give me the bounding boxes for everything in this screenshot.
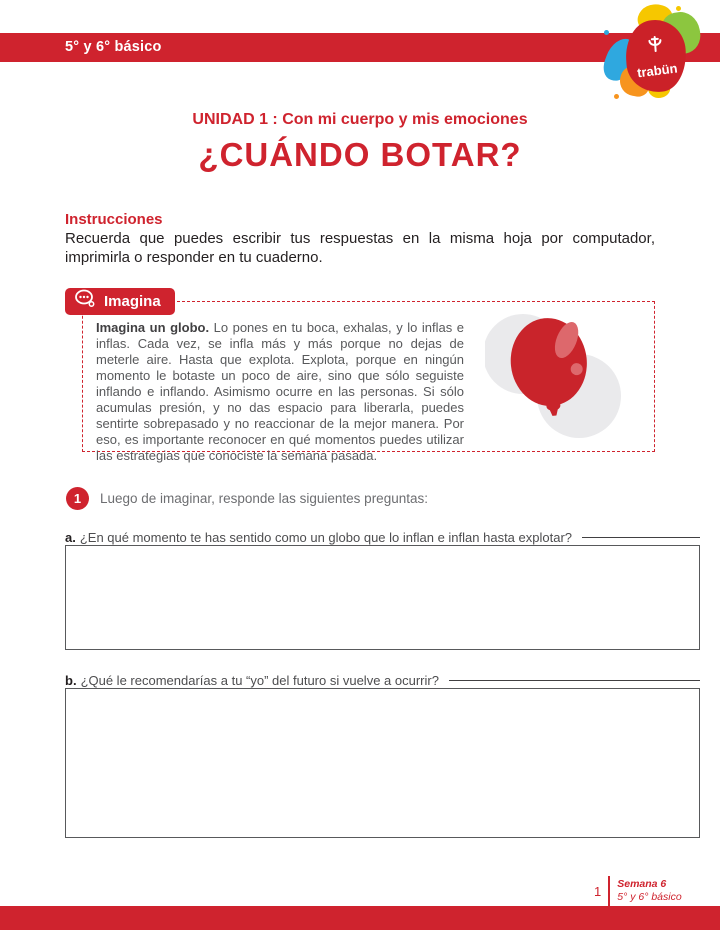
page-footer bbox=[594, 876, 682, 906]
page-number: 1 bbox=[594, 883, 602, 899]
question-b-connector-line bbox=[449, 680, 700, 681]
question-b-label: b. bbox=[65, 673, 77, 688]
balloon-illustration bbox=[485, 312, 647, 442]
main-title: ¿CUÁNDO BOTAR? bbox=[198, 136, 522, 173]
imagina-body: Lo pones en tu boca, exhalas, y lo inflas e inflas. Cada vez, se infla más y más porque no dejas de meterle aire. Hasta que explota. Explota, porque en ningún momento le botaste un poco de aire, sino que sólo seguiste inflando e inflando. Asimismo ocurre en las personas. Si sólo acumulas presión, y no das espacio para liberarla, puedes sentirte sobrepasado y no reaccionar de la mejor manera. Por eso, es importante reconocer en qué momentos puedes utilizar las estrategias que conociste la semana pasada. bbox=[96, 320, 464, 463]
imagina-badge-label: Imagina bbox=[104, 293, 161, 310]
question-b-row bbox=[65, 673, 700, 688]
instructions-heading: Instrucciones bbox=[65, 211, 163, 228]
question-a-text: ¿En qué momento te has sentido como un globo que lo inflan e inflan hasta explotar? bbox=[79, 530, 572, 545]
logo-wordmark: trabün bbox=[635, 60, 678, 80]
question-a-row bbox=[65, 530, 700, 545]
activity-number-badge: 1 bbox=[66, 487, 89, 510]
footer-divider bbox=[608, 876, 610, 906]
activity-prompt: Luego de imaginar, responde las siguientes preguntas: bbox=[100, 491, 428, 506]
footer-week: Semana 6 bbox=[617, 878, 667, 890]
answer-textarea-b[interactable] bbox=[65, 688, 700, 838]
imagina-paragraph bbox=[96, 320, 464, 464]
trabun-logo bbox=[604, 4, 708, 100]
answer-textarea-a[interactable] bbox=[65, 545, 700, 650]
footer-grade: 5° y 6° básico bbox=[617, 891, 682, 903]
footer-text-block bbox=[617, 878, 681, 904]
question-a-connector-line bbox=[582, 537, 700, 538]
imagina-badge bbox=[65, 288, 175, 315]
logo-dot-blue bbox=[604, 30, 609, 35]
header-grade-label: 5° y 6° básico bbox=[65, 39, 162, 55]
logo-dot-yellow bbox=[676, 6, 681, 11]
thought-bubble-icon bbox=[74, 289, 98, 314]
imagina-box bbox=[82, 301, 655, 463]
bottom-bar bbox=[0, 906, 720, 930]
instructions-body: Recuerda que puedes escribir tus respuestas en la misma hoja por computador, imprimirla o responder en tu cuaderno. bbox=[65, 230, 655, 266]
chemamull-figure-icon bbox=[645, 34, 667, 62]
logo-dot-orange bbox=[614, 94, 619, 99]
imagina-lead: Imagina un globo. bbox=[96, 320, 210, 335]
unit-title: UNIDAD 1 : Con mi cuerpo y mis emociones bbox=[192, 111, 528, 128]
question-a-label: a. bbox=[65, 530, 76, 545]
question-b-text: ¿Qué le recomendarías a tu “yo” del futuro si vuelve a ocurrir? bbox=[80, 673, 439, 688]
